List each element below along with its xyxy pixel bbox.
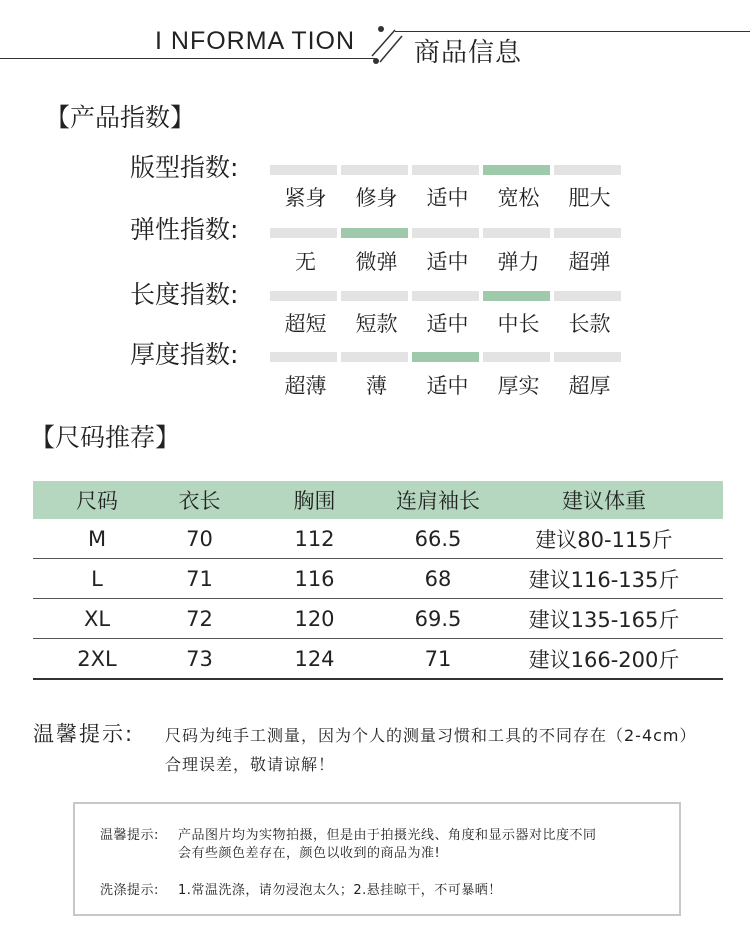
index-option: 超短 [284,312,327,336]
index-segment [554,352,621,362]
product-index-title: 【产品指数】 [45,103,196,132]
size-table [33,481,723,680]
notice-warm-line1: 产品图片均为实物拍摄，但是由于拍摄光线、角度和显示器对比度不同 [178,828,597,843]
index-segment [341,291,408,301]
index-option: 厚实 [497,374,540,398]
cell-size: L [33,559,161,599]
header-line-left [0,58,375,59]
index-label: 长度指数: [130,280,239,309]
index-option: 适中 [426,374,469,398]
notice-warm-line2: 会有些颜色差存在，颜色以收到的商品为准! [178,846,441,861]
cell-weight: 建议135-165斤 [485,599,723,639]
index-options [270,308,625,338]
index-segment [270,165,337,175]
index-segment [412,165,479,175]
index-option: 超薄 [284,374,327,398]
cell-length: 73 [161,639,238,680]
tip-label: 温馨提示: [33,722,135,746]
index-segment-selected [412,352,479,362]
cell-sleeve: 66.5 [391,519,485,559]
index-bar [270,165,625,175]
index-segment [483,352,550,362]
cell-weight: 建议80-115斤 [485,519,723,559]
cell-weight: 建议166-200斤 [485,639,723,680]
cell-size: M [33,519,161,559]
table-row [33,559,723,599]
table-row [33,599,723,639]
col-header-length: 衣长 [161,481,238,519]
index-segment [270,291,337,301]
cell-size: 2XL [33,639,161,680]
size-recommend-title: 【尺码推荐】 [30,423,181,452]
col-header-chest: 胸围 [238,481,391,519]
col-header-size: 尺码 [33,481,161,519]
index-segment [341,165,408,175]
index-segment-selected [483,291,550,301]
index-bar [270,291,625,301]
index-option: 修身 [355,186,398,210]
cell-weight: 建议116-135斤 [485,559,723,599]
tip-text-line1: 尺码为纯手工测量，因为个人的测量习惯和工具的不同存在（2-4cm） [165,726,697,745]
index-options [270,370,625,400]
index-option: 薄 [366,374,387,398]
notice-wash-text: 1.常温洗涤，请勿浸泡太久；2.悬挂晾干，不可暴晒！ [178,883,502,898]
index-option: 短款 [355,312,398,336]
col-header-sleeve: 连肩袖长 [391,481,485,519]
index-segment-selected [341,228,408,238]
index-label: 版型指数: [130,153,239,182]
index-option: 肥大 [568,186,611,210]
index-options [270,182,625,212]
index-option: 适中 [426,312,469,336]
index-segment [341,352,408,362]
notice-box [73,802,681,916]
cell-chest: 116 [238,559,391,599]
header-title-cn: 商品信息 [414,38,523,68]
index-option: 紧身 [284,186,327,210]
index-bar [270,352,625,362]
index-options [270,246,625,276]
size-table-header-row [33,481,723,519]
header-title-en: I NFORMA TION [155,27,356,55]
cell-length: 71 [161,559,238,599]
index-segment [554,291,621,301]
index-option: 适中 [426,250,469,274]
index-option: 微弹 [355,250,398,274]
index-option: 超弹 [568,250,611,274]
index-segment [554,165,621,175]
cell-chest: 124 [238,639,391,680]
index-segment [412,228,479,238]
cell-sleeve: 69.5 [391,599,485,639]
cell-sleeve: 68 [391,559,485,599]
cell-chest: 120 [238,599,391,639]
index-option: 宽松 [497,186,540,210]
table-row [33,519,723,559]
header-slash-icon [360,18,420,68]
table-row [33,639,723,680]
index-segment [483,228,550,238]
index-segment [554,228,621,238]
index-label: 厚度指数: [130,340,239,369]
index-segment [412,291,479,301]
cell-chest: 112 [238,519,391,559]
col-header-weight: 建议体重 [485,481,723,519]
index-segment [270,228,337,238]
index-bar [270,228,625,238]
index-option: 中长 [497,312,540,336]
cell-length: 70 [161,519,238,559]
tip-text-line2: 合理误差，敬请谅解！ [165,755,336,774]
cell-sleeve: 71 [391,639,485,680]
notice-wash-label: 洗涤提示: [100,883,159,898]
index-option: 适中 [426,186,469,210]
index-segment-selected [483,165,550,175]
index-segment [270,352,337,362]
index-option: 无 [295,250,316,274]
index-option: 弹力 [497,250,540,274]
cell-length: 72 [161,599,238,639]
index-option: 超厚 [568,374,611,398]
index-option: 长款 [568,312,611,336]
cell-size: XL [33,599,161,639]
notice-warm-label: 温馨提示: [100,828,159,843]
index-label: 弹性指数: [130,215,239,244]
